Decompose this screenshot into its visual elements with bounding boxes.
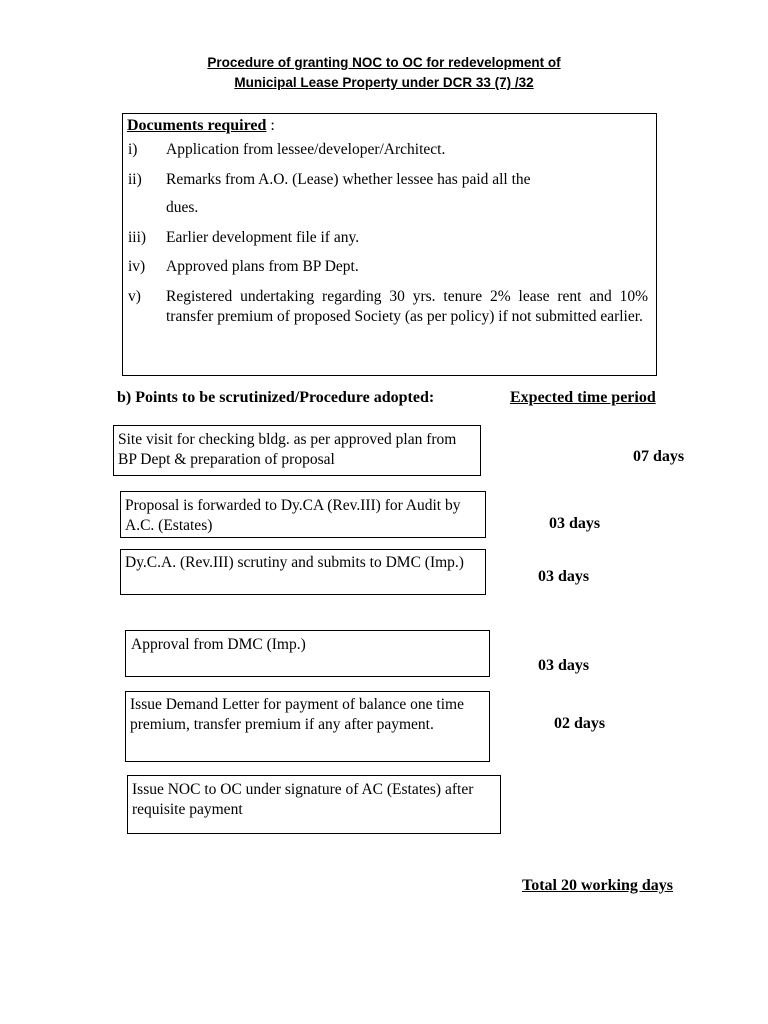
total-working-days: Total 20 working days — [522, 877, 673, 894]
document-item-text: Application from lessee/developer/Architect. — [166, 141, 446, 158]
document-item-text: Earlier development file if any. — [166, 229, 360, 246]
document-title-line-2: Municipal Lease Property under DCR 33 (7) /32 — [234, 75, 534, 90]
documents-heading-colon: : — [266, 117, 275, 134]
time-period-demand-letter: 02 days — [554, 715, 606, 732]
time-period-scrutiny: 03 days — [538, 568, 590, 585]
document-title-line-1: Procedure of granting NOC to OC for redevelopment of — [207, 55, 561, 70]
document-item-text: Remarks from A.O. (Lease) whether lessee has paid all the — [166, 171, 531, 188]
documents-required-heading — [127, 116, 275, 136]
document-item-number: iv) — [128, 258, 146, 275]
document-item-number: ii) — [128, 171, 142, 188]
section-b-heading: b) Points to be scrutinized/Procedure adopted: — [117, 389, 435, 406]
document-item-text: Approved plans from BP Dept. — [166, 258, 359, 275]
time-period-forward-proposal: 03 days — [549, 515, 601, 532]
documents-heading-label: Documents required — [127, 117, 267, 134]
procedure-step-demand-letter: Issue Demand Letter for payment of balance one time premium, transfer premium if any after payment. — [125, 691, 490, 762]
time-period-dmc-approval: 03 days — [538, 657, 590, 674]
procedure-step-forward-proposal: Proposal is forwarded to Dy.CA (Rev.III) for Audit by A.C. (Estates) — [120, 491, 486, 538]
procedure-step-site-visit: Site visit for checking bldg. as per approved plan from BP Dept & preparation of proposal — [113, 425, 481, 476]
document-item-number: v) — [128, 288, 141, 305]
procedure-step-scrutiny: Dy.C.A. (Rev.III) scrutiny and submits to DMC (Imp.) — [120, 549, 486, 595]
document-item-number: i) — [128, 141, 138, 158]
document-item-number: iii) — [128, 229, 147, 246]
document-item-text: dues. — [166, 199, 199, 216]
procedure-step-issue-noc: Issue NOC to OC under signature of AC (Estates) after requisite payment — [127, 775, 501, 834]
time-period-site-visit: 07 days — [633, 448, 685, 465]
procedure-step-dmc-approval: Approval from DMC (Imp.) — [125, 630, 490, 677]
document-item-text: Registered undertaking regarding 30 yrs. tenure 2% lease rent and 10% transfer premium of proposed Society (as per policy) if not submitted earlier. — [166, 288, 648, 325]
expected-time-heading: Expected time period — [510, 389, 656, 406]
